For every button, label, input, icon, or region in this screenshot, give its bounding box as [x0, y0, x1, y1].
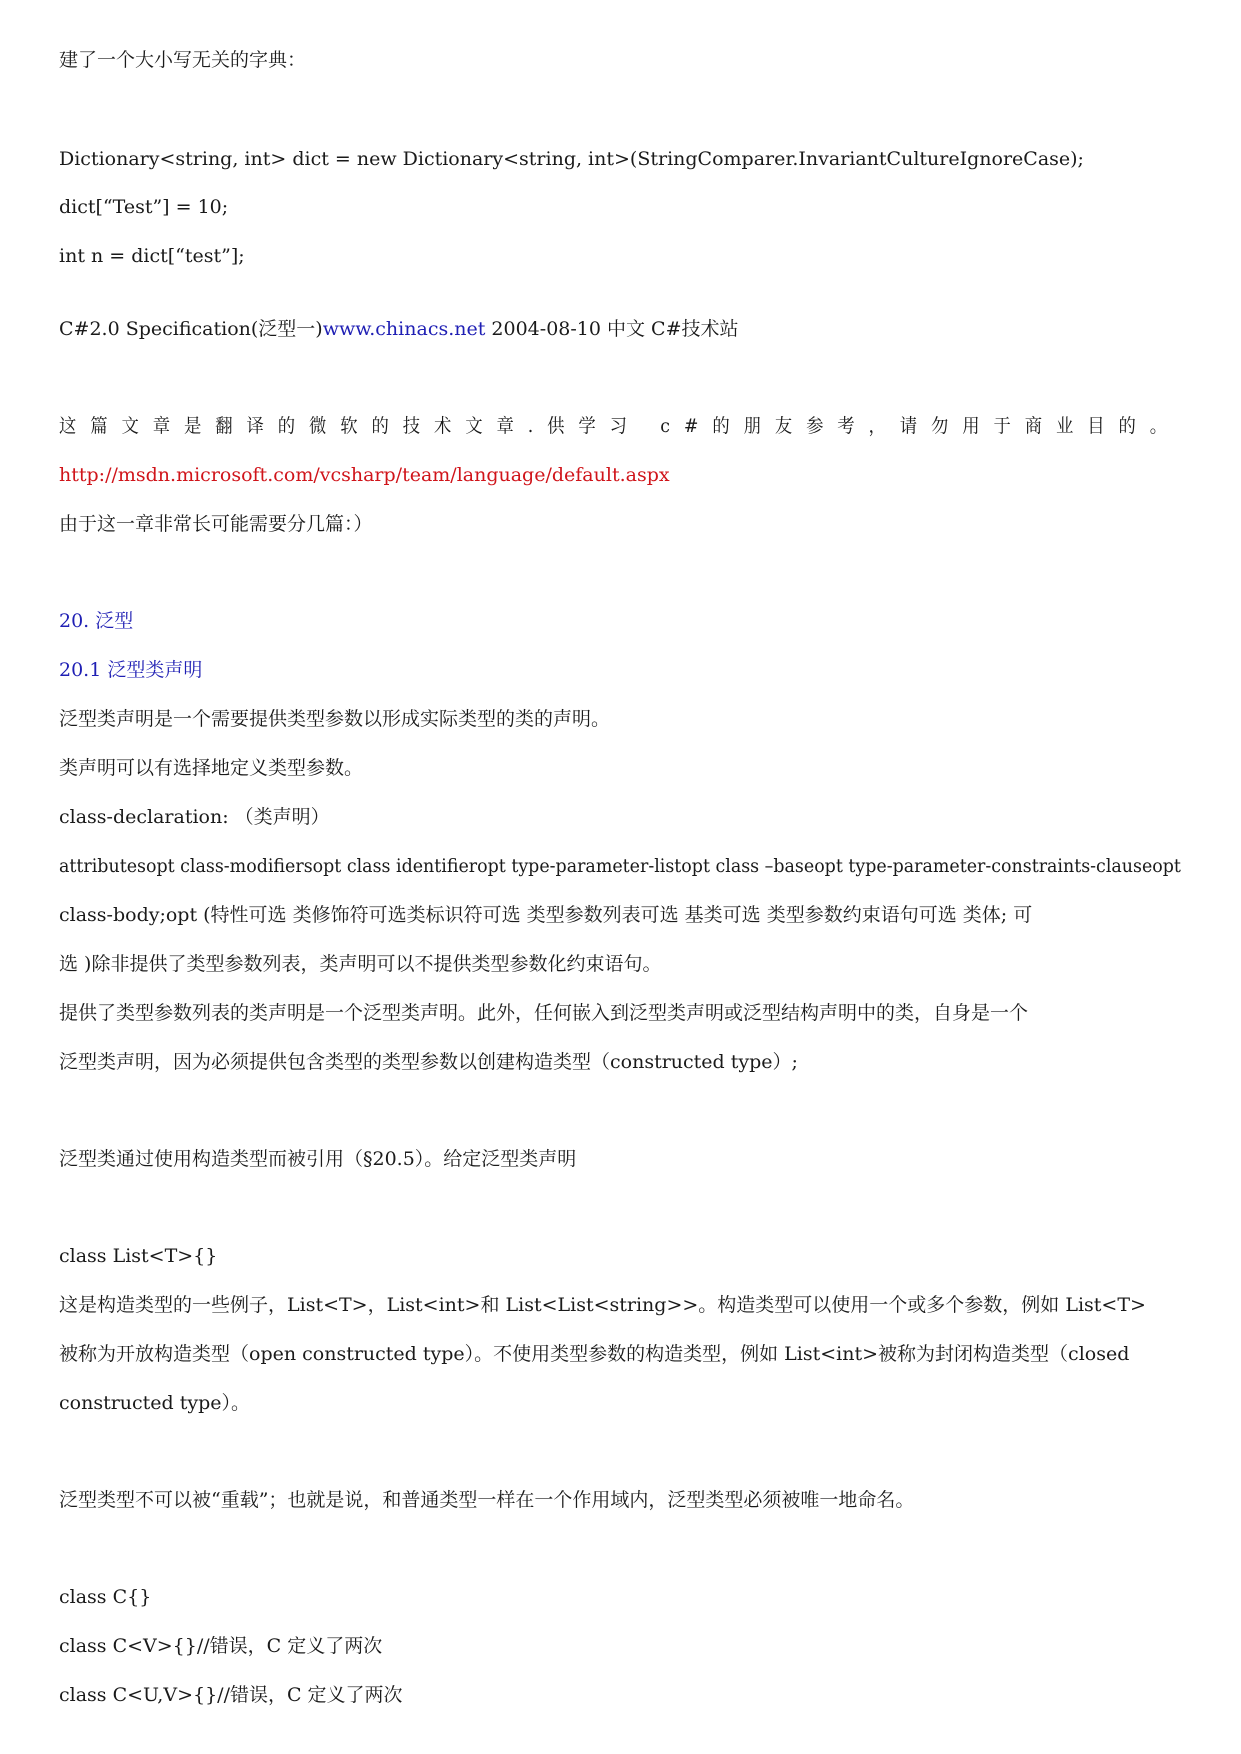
source-title: C#2.0 Specification(泛型一) — [59, 318, 323, 340]
paragraph-line: 泛型类通过使用构造类型而被引用（§20.5）。给定泛型类声明 — [59, 1148, 577, 1170]
source-date-site: 2004-08-10 中文 C#技术站 — [485, 318, 739, 340]
paragraph-line: 类声明可以有选择地定义类型参数。 — [59, 757, 364, 779]
paragraph-line: 选 )除非提供了类型参数列表，类声明可以不提供类型参数化约束语句。 — [59, 953, 662, 975]
grammar-rule-continued: class-body;opt (特性可选 类修饰符可选类标识符可选 类型参数列表可选 基类可选 类型参数约束语句可选 类体; 可 — [59, 904, 1033, 926]
paragraph-line: 泛型类型不可以被“重载”；也就是说，和普通类型一样在一个作用域内，泛型类型必须被唯一地命名。 — [59, 1489, 915, 1511]
paragraph-line: 泛型类声明，因为必须提供包含类型的类型参数以创建构造类型（constructed type）; — [59, 1051, 798, 1073]
code-line-dictionary: Dictionary<string, int> dict = new Dictionary<string, int>(StringComparer.InvariantCultureIgnoreCase); — [59, 148, 1084, 170]
source-line — [59, 316, 739, 342]
paragraph-line: constructed type）。 — [59, 1392, 251, 1414]
code-line: class C<U,V>{}//错误，C 定义了两次 — [59, 1684, 403, 1706]
code-line: class List<T>{} — [59, 1245, 218, 1267]
paragraph-line: 泛型类声明是一个需要提供类型参数以形成实际类型的类的声明。 — [59, 708, 611, 730]
code-line-assign: dict[“Test”] = 10; — [59, 196, 229, 218]
heading-generics: 20. 泛型 — [59, 610, 134, 632]
multi-part-note: 由于这一章非常长可能需要分几篇：） — [59, 513, 373, 535]
paragraph-line: 这是构造类型的一些例子，List<T>，List<int>和 List<List<string>>。构造类型可以使用一个或多个参数，例如 List<T> — [59, 1294, 1146, 1316]
msdn-link[interactable]: http://msdn.microsoft.com/vcsharp/team/language/default.aspx — [59, 464, 670, 486]
code-line: class C<V>{}//错误，C 定义了两次 — [59, 1635, 383, 1657]
translation-note: 这篇文章是翻译的微软的技术文章.供学习 c#的朋友参考，请勿用于商业目的。 — [59, 415, 1182, 437]
code-line-lookup: int n = dict[“test”]; — [59, 245, 245, 267]
grammar-rule: attributesopt class-modifiersopt class identifieropt type-parameter-listopt class –baseopt type-parameter-constraints-clauseopt — [59, 855, 1181, 877]
paragraph-line: 被称为开放构造类型（open constructed type）。不使用类型参数的构造类型，例如 List<int>被称为封闭构造类型（closed — [59, 1343, 1130, 1365]
paragraph-line: 提供了类型参数列表的类声明是一个泛型类声明。此外，任何嵌入到泛型类声明或泛型结构声明中的类，自身是一个 — [59, 1002, 1029, 1024]
heading-generic-class-declaration: 20.1 泛型类声明 — [59, 659, 203, 681]
grammar-heading: class-declaration: （类声明） — [59, 806, 330, 828]
intro-text: 建了一个大小写无关的字典： — [59, 49, 307, 71]
code-line: class C{} — [59, 1586, 152, 1608]
source-link[interactable]: www.chinacs.net — [322, 318, 486, 340]
